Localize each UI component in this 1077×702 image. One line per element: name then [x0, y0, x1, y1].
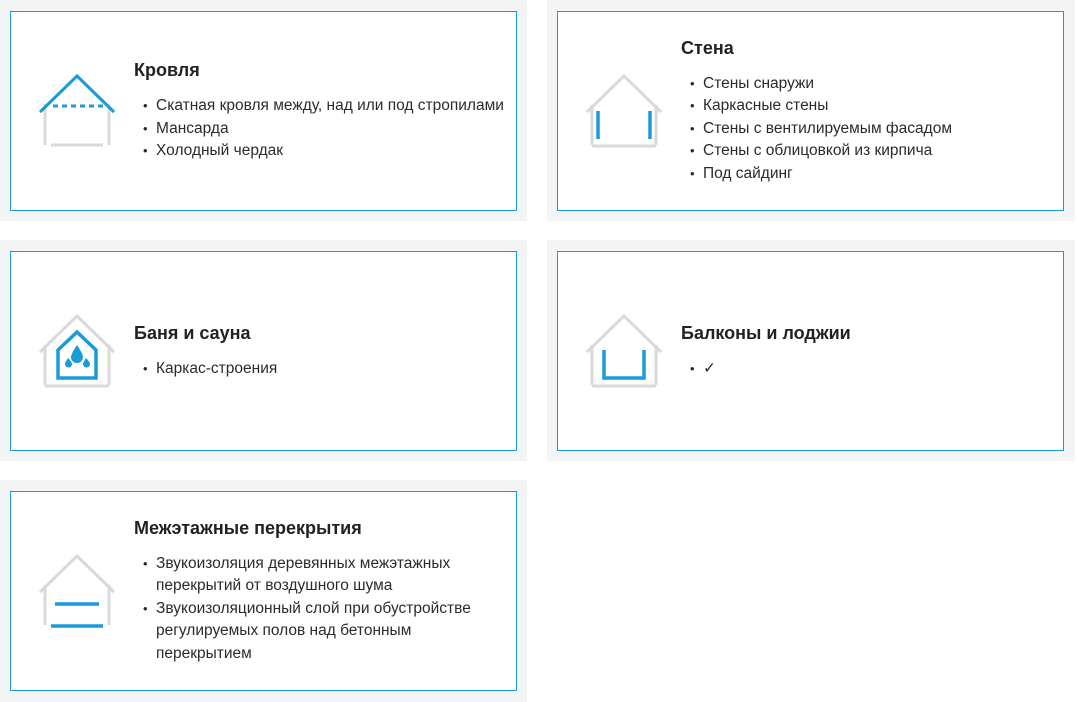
list-item: • Мансарда	[134, 118, 504, 141]
list-item: • Под сайдинг	[681, 163, 1051, 186]
card-cell-roof	[0, 0, 527, 221]
card-cell-floor-slabs	[0, 480, 527, 702]
card-text	[134, 12, 504, 210]
list-item: • ✓	[681, 358, 1051, 381]
card-text	[134, 252, 504, 450]
list-item: • Каркасные стены	[681, 95, 1051, 118]
list-item: • Стены с облицовкой из кирпича	[681, 140, 1051, 163]
list-item: • Скатная кровля между, над или под стропилами	[134, 95, 504, 118]
card-text	[681, 12, 1051, 210]
card-items	[134, 95, 504, 163]
list-item: • Холодный чердак	[134, 140, 504, 163]
card-items	[134, 358, 504, 381]
category-card-wall[interactable]	[557, 11, 1064, 211]
list-item: • Стены с вентилируемым фасадом	[681, 118, 1051, 141]
category-card-sauna[interactable]	[10, 251, 517, 451]
card-title: Кровля	[134, 60, 200, 81]
card-text	[681, 252, 1051, 450]
wall-icon	[584, 72, 664, 152]
sauna-icon	[37, 312, 117, 392]
card-title: Баня и сауна	[134, 322, 251, 343]
card-cell-wall	[547, 0, 1075, 221]
card-title: Межэтажные перекрытия	[134, 517, 362, 538]
card-items	[681, 358, 1051, 381]
card-items	[134, 553, 504, 666]
category-card-floor-slabs[interactable]	[10, 491, 517, 691]
balcony-icon	[584, 312, 664, 392]
card-cell-balcony	[547, 240, 1075, 461]
category-card-balcony[interactable]	[557, 251, 1064, 451]
card-title: Стена	[681, 37, 734, 58]
list-item: • Звукоизоляционный слой при обустройстве регулируемых полов над бетонным перекрытием	[134, 598, 504, 666]
card-cell-sauna	[0, 240, 527, 461]
card-text	[134, 492, 504, 690]
list-item: • Стены снаружи	[681, 73, 1051, 96]
card-items	[681, 73, 1051, 186]
card-title: Балконы и лоджии	[681, 322, 851, 343]
roof-icon	[37, 72, 117, 152]
list-item: • Звукоизоляция деревянных межэтажных перекрытий от воздушного шума	[134, 553, 504, 598]
floor-slab-icon	[37, 552, 117, 632]
list-item: • Каркас-строения	[134, 358, 504, 381]
category-card-roof[interactable]	[10, 11, 517, 211]
